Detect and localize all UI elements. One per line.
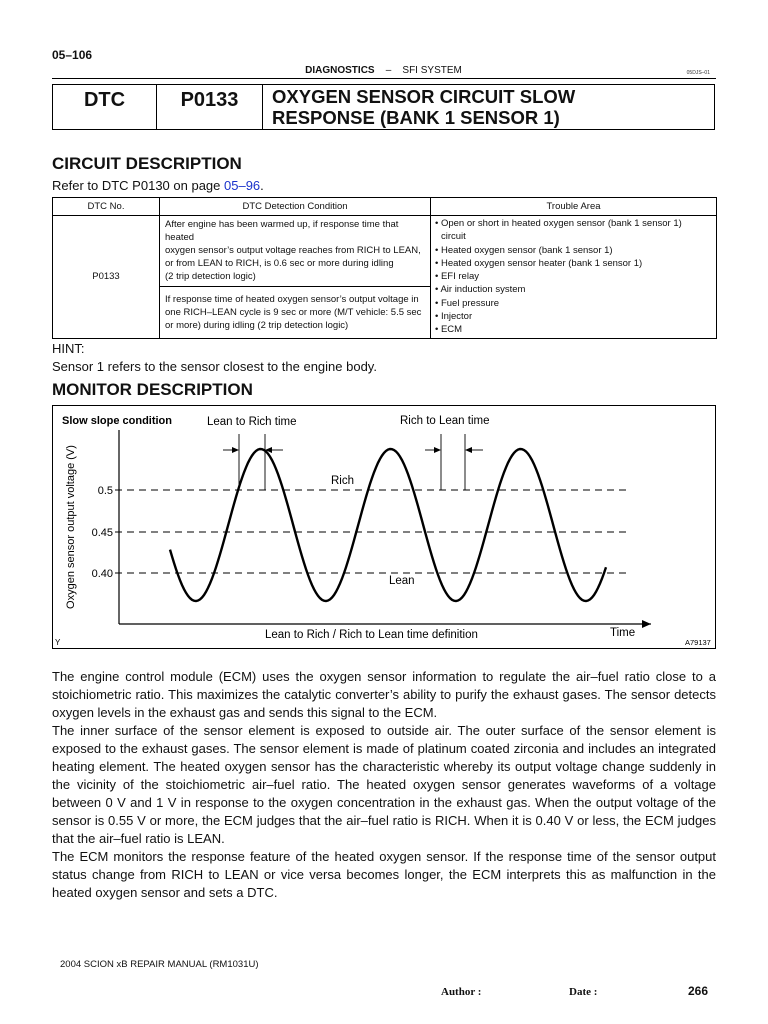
- chart-title: Slow slope condition: [62, 415, 172, 427]
- trouble-area-item: • Fuel pressure: [435, 297, 500, 309]
- manual-footer: 2004 SCION xB REPAIR MANUAL (RM1031U): [60, 959, 259, 970]
- arrow-head: [232, 447, 239, 453]
- condition-line: (2 trip detection logic): [165, 271, 256, 283]
- hint-text: Sensor 1 refers to the sensor closest to the engine body.: [52, 359, 377, 374]
- body-text: [52, 668, 716, 902]
- circuit-description-heading: CIRCUIT DESCRIPTION: [52, 154, 242, 173]
- body-paragraph: The inner surface of the sensor element is exposed to outside air. The outer surface of the sensor element is exposed to the exhaust gases. The sensor element is made of platinum coated zirconia and includes an integrated heating element. The heated oxygen sensor has the characteristic whereby its output voltage change suddenly in the vicinity of the stoichiometric air–fuel ratio. The heated oxygen sensor generates waveforms of a voltage between 0 V and 1 V in response to the oxygen concentration in the exhaust gas. When the output voltage of the sensor is 0.55 V or more, the ECM judges that the air–fuel ratio is RICH. When it is 0.40 V or less, the ECM judges that the air–fuel ratio is LEAN.: [52, 723, 716, 846]
- trouble-area-item: • EFI relay: [435, 271, 479, 283]
- reference-suffix: .: [260, 178, 264, 193]
- system-name: SFI SYSTEM: [402, 65, 462, 76]
- table-row: [53, 216, 717, 287]
- voltage-waveform: [170, 449, 606, 601]
- y-axis-label: Oxygen sensor output voltage (V): [65, 445, 77, 609]
- column-header: DTC No.: [53, 198, 160, 216]
- dtc-number-cell: P0133: [53, 216, 160, 339]
- doc-code: 05DJS–01: [686, 70, 710, 76]
- lean-to-rich-label: Lean to Rich time: [207, 416, 297, 428]
- trouble-area-item: • Heated oxygen sensor heater (bank 1 sensor 1): [435, 257, 643, 269]
- running-header: [52, 65, 715, 76]
- rich-to-lean-label: Rich to Lean time: [400, 415, 490, 427]
- condition-line: After engine has been warmed up, if response time that heated: [165, 219, 399, 244]
- definition-label: Lean to Rich / Rich to Lean time definition: [265, 629, 478, 641]
- table-header-row: [53, 198, 717, 216]
- page-number: 266: [688, 984, 709, 998]
- condition-line: or from LEAN to RICH, is 0.6 sec or more during idling: [165, 258, 394, 270]
- page-link[interactable]: 05–96: [224, 178, 261, 193]
- dtc-label: DTC: [53, 85, 157, 129]
- trouble-area-item: • Open or short in heated oxygen sensor (bank 1 sensor 1): [435, 218, 682, 229]
- author-label: Author :: [441, 986, 482, 998]
- condition-line: one RICH–LEAN cycle is 9 sec or more (M/T vehicle: 5.5 sec: [165, 306, 422, 318]
- circuit-reference: [52, 178, 264, 193]
- arrow-head: [465, 447, 472, 453]
- y-tick-label: 0.40: [91, 568, 113, 580]
- lean-label: Lean: [389, 575, 415, 587]
- trouble-area-item: • ECM: [435, 324, 463, 336]
- condition-line: or more) during idling (2 trip detection logic): [165, 319, 349, 331]
- condition-line: If response time of heated oxygen sensor’s output voltage in: [165, 293, 419, 305]
- y-tick-label: 0.45: [91, 527, 113, 539]
- section-name: DIAGNOSTICS: [305, 65, 375, 76]
- trouble-area-item: circuit: [441, 231, 466, 243]
- body-paragraph: The engine control module (ECM) uses the oxygen sensor information to regulate the air–fuel ratio close to a stoichiometric ratio. This maximizes the catalytic converter’s ability to purify the exhaust gases. The sensor detects oxygen levels in the exhaust gas and sends this signal to the ECM.: [52, 669, 716, 720]
- dtc-title: [263, 85, 714, 129]
- monitor-description-heading: MONITOR DESCRIPTION: [52, 380, 253, 399]
- trouble-area-item: • Air induction system: [435, 284, 526, 296]
- arrow-head: [434, 447, 441, 453]
- condition-line: oxygen sensor’s output voltage reaches from RICH to LEAN,: [165, 245, 421, 257]
- hint-block: [52, 340, 377, 376]
- dtc-code: P0133: [157, 85, 263, 129]
- reference-prefix: Refer to DTC P0130 on page: [52, 178, 224, 193]
- page-id: 05–106: [52, 48, 93, 62]
- y-tick-label: 0.5: [97, 485, 113, 497]
- trouble-area-item: • Injector: [435, 311, 473, 323]
- x-axis-arrow: [642, 620, 651, 628]
- dtc-title-box: [52, 84, 715, 130]
- body-paragraph: The ECM monitors the response feature of the heated oxygen sensor. If the response time of the sensor output status change from RICH to LEAN or vice versa becomes longer, the ECM interprets this as malfunction in the heated oxygen sensor and sets a DTC.: [52, 849, 716, 900]
- dtc-table: [52, 197, 717, 339]
- oxygen-sensor-chart: [53, 406, 717, 650]
- condition-cell: [160, 216, 431, 287]
- header-dash: –: [385, 65, 392, 76]
- x-axis-label: Time: [610, 627, 636, 639]
- trouble-area-item: • Heated oxygen sensor (bank 1 sensor 1): [435, 244, 613, 256]
- hint-label: HINT:: [52, 341, 85, 356]
- chart-frame: [52, 405, 716, 649]
- trouble-area-cell: [431, 216, 717, 339]
- figure-id: A79137: [685, 638, 711, 647]
- column-header: Trouble Area: [431, 198, 717, 216]
- rich-label: Rich: [331, 475, 355, 487]
- dtc-title-line-1: OXYGEN SENSOR CIRCUIT SLOW: [272, 86, 576, 107]
- condition-cell: [160, 286, 431, 338]
- dtc-title-line-2: RESPONSE (BANK 1 SENSOR 1): [272, 107, 560, 128]
- date-label: Date :: [569, 986, 598, 998]
- header-divider: [52, 78, 716, 79]
- column-header: DTC Detection Condition: [160, 198, 431, 216]
- y-marker: Y: [55, 638, 61, 647]
